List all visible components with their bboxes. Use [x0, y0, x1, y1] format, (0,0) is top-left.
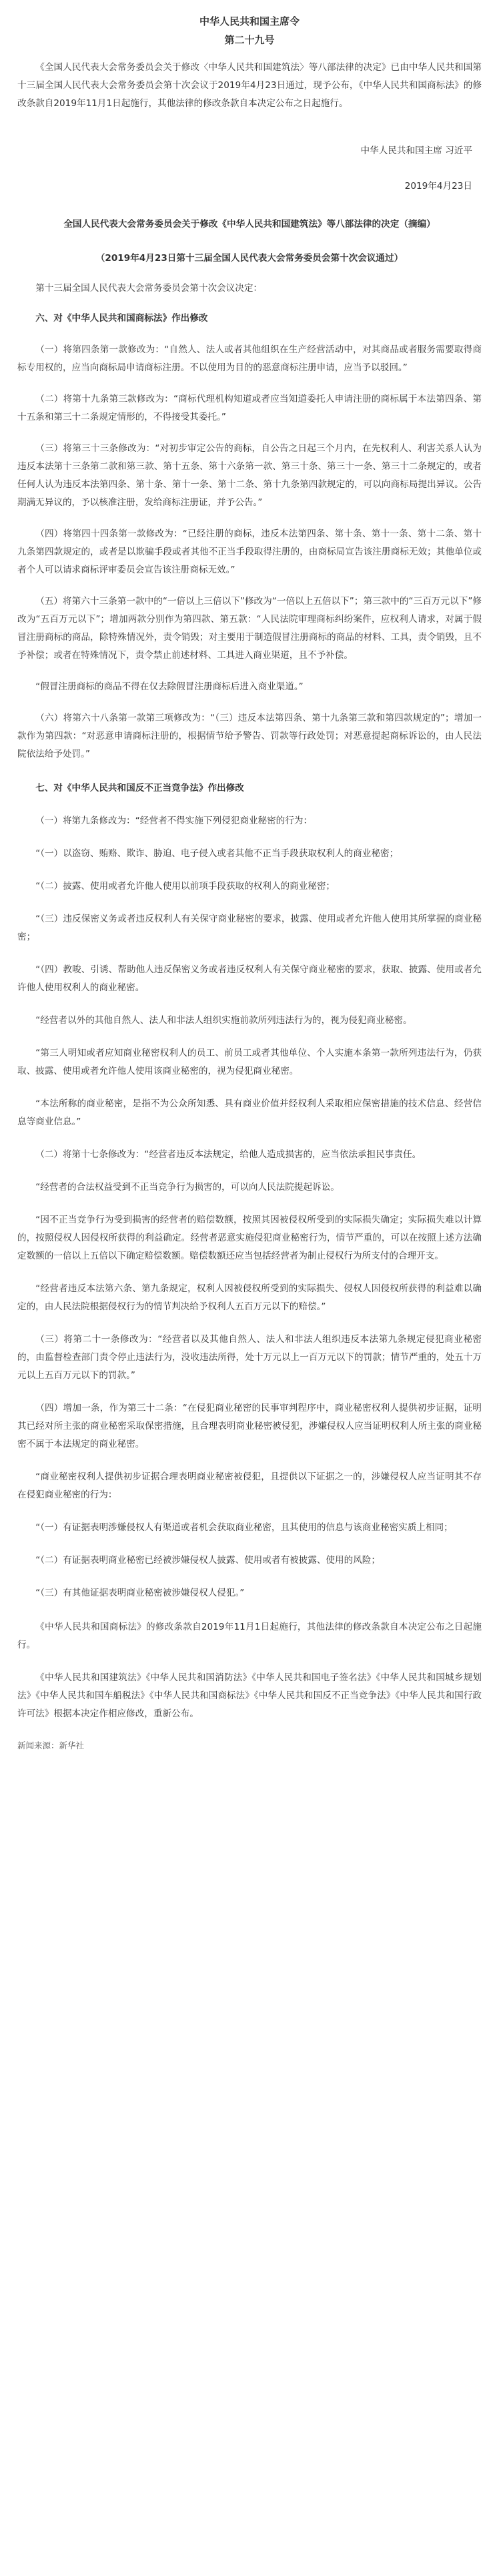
section-7-paragraph: “经营者以外的其他自然人、法人和非法人组织实施前款所列违法行为的，视为侵犯商业秘密。	[35, 1015, 412, 1026]
decision-title: 全国人民代表大会常务委员会关于修改《中华人民共和国建筑法》等八部法律的决定（摘编）	[63, 219, 436, 230]
order-body: 《全国人民代表大会常务委员会关于修改〈中华人民共和国建筑法〉等八部法律的决定》已由中华人民共和国第十三届全国人民代表大会常务委员会第十次会议于2019年4月23日通过，现予公布，《中华人民共和国商标法》的修改条款自2019年11月1日起施行，其他法律的修改条款自本决定公布之日起施行。	[17, 62, 482, 109]
section-7-paragraph: “（二）有证据表明商业秘密已经被涉嫌侵权人披露、使用或者有被披露、使用的风险；	[35, 1555, 380, 1566]
section-7-paragraph: “因不正当竞争行为受到损害的经营者的赔偿数额，按照其因被侵权所受到的实际损失确定；实际损失难以计算的，按照侵权人因侵权所获得的利益确定。经营者恶意实施侵犯商业秘密行为，情节严重的，可以在按照上述方法确定数额的一倍以上五倍以下确定赔偿数额。赔偿数额还应当包括经营者为制止侵权行为所支付的合理开支。	[17, 1215, 482, 1261]
section-6-paragraph: （四）将第四十四条第一款修改为：“已经注册的商标，违反本法第四条、第十条、第十一条、第十二条、第十九条第四款规定的，或者是以欺骗手段或者其他不正当手段取得注册的，由商标局宣告该注册商标无效；其他单位或者个人可以请求商标评审委员会宣告该注册商标无效。”	[17, 529, 482, 575]
section-6-paragraph: （六）将第六十八条第一款第三项修改为：“（三）违反本法第四条、第十九条第三款和第四款规定的”；增加一款作为第四款：“对恶意申请商标注册的，根据情节给予警告、罚款等行政处罚；对恶意提起商标诉讼的，由人民法院依法给予处罚。”	[17, 713, 482, 759]
section-7-paragraph: （二）将第十七条修改为：“经营者违反本法规定，给他人造成损害的，应当依法承担民事责任。	[35, 1149, 422, 1160]
section-7-paragraph: （四）增加一条，作为第三十二条：“在侵犯商业秘密的民事审判程序中，商业秘密权利人提供初步证据，证明其已经对所主张的商业秘密采取保密措施，且合理表明商业秘密被侵犯，涉嫌侵权人应当证明权利人所主张的商业秘密不属于本法规定的商业秘密。	[17, 1403, 482, 1450]
section-7-paragraph: “经营者的合法权益受到不正当竞争行为损害的，可以向人民法院提起诉讼。	[35, 1182, 340, 1193]
section-7-paragraph: “商业秘密权利人提供初步证据合理表明商业秘密被侵犯，且提供以下证据之一的，涉嫌侵权人应当证明其不存在侵犯商业秘密的行为：	[17, 1472, 482, 1500]
section-7-paragraph: “（一）有证据表明涉嫌侵权人有渠道或者机会获取商业秘密，且其使用的信息与该商业秘密实质上相同；	[35, 1522, 453, 1533]
section-6-paragraph: “假冒注册商标的商品不得在仅去除假冒注册商标后进入商业渠道。”	[35, 681, 304, 692]
section-7-paragraph: “经营者违反本法第六条、第九条规定，权利人因被侵权所受到的实际损失、侵权人因侵权所获得的利益难以确定的，由人民法院根据侵权行为的情节判决给予权利人五百万元以下的赔偿。”	[17, 1283, 482, 1312]
section-7-paragraph: “本法所称的商业秘密，是指不为公众所知悉、具有商业价值并经权利人采取相应保密措施的技术信息、经营信息等商业信息。”	[17, 1098, 482, 1127]
section-7-paragraph: “（三）违反保密义务或者违反权利人有关保守商业秘密的要求，披露、使用或者允许他人使用其所掌握的商业秘密；	[17, 914, 482, 942]
section-6-paragraph: （一）将第四条第一款修改为：“自然人、法人或者其他组织在生产经营活动中，对其商品或者服务需要取得商标专用权的，应当向商标局申请商标注册。不以使用为目的的恶意商标注册申请，应当予以驳回。”	[17, 344, 482, 373]
section-6-paragraph: （五）将第六十三条第一款中的“一倍以上三倍以下”修改为“一倍以上五倍以下”；第三款中的“三百万元以下”修改为“五百万元以下”；增加两款分别作为第四款、第五款：“人民法院审理商标纠纷案件，应权利人请求，对属于假冒注册商标的商品，除特殊情况外，责令销毁；对主要用于制造假冒注册商标的商品的材料、工具，责令销毁，且不予补偿；或者在特殊情况下，责令禁止前述材料、工具进入商业渠道，且不予补偿。	[17, 596, 482, 661]
section-6-paragraph: （二）将第十九条第三款修改为：“商标代理机构知道或者应当知道委托人申请注册的商标属于本法第四条、第十五条和第三十二条规定情形的，不得接受其委托。”	[17, 394, 482, 422]
section-7-paragraph: “（二）披露、使用或者允许他人使用以前项手段获取的权利人的商业秘密；	[35, 881, 336, 892]
section-6-paragraph: （三）将第三十三条修改为：“对初步审定公告的商标，自公告之日起三个月内，在先权利人、利害关系人认为违反本法第十三条第二款和第三款、第十五条、第十六条第一款、第三十条、第三十一条、第三十二条规定的，或者任何人认为违反本法第四条、第十条、第十一条、第十二条、第十九条第四款规定的，可以向商标局提出异议。公告期满无异议的，予以核准注册，发给商标注册证，并予公告。”	[17, 443, 482, 508]
adoption-note: （2019年4月23日第十三届全国人民代表大会常务委员会第十次会议通过）	[95, 253, 404, 264]
closing-effective-date: 《中华人民共和国商标法》的修改条款自2019年11月1日起施行，其他法律的修改条款自本决定公布之日起施行。	[17, 1622, 482, 1650]
order-number: 第二十九号	[224, 34, 275, 46]
section-7-paragraph: （一）将第九条修改为：“经营者不得实施下列侵犯商业秘密的行为：	[35, 816, 313, 826]
decision-intro: 第十三届全国人民代表大会常务委员会第十次会议决定：	[35, 283, 263, 294]
section-7-paragraph: “第三人明知或者应知商业秘密权利人的员工、前员工或者其他单位、个人实施本条第一款所列违法行为，仍获取、披露、使用或者允许他人使用该商业秘密的，视为侵犯商业秘密。	[17, 1048, 482, 1076]
signature: 中华人民共和国主席 习近平	[360, 145, 472, 156]
order-title: 中华人民共和国主席令	[199, 15, 300, 27]
news-source: 新闻来源：新华社	[17, 1740, 85, 1750]
section-7-paragraph: “（四）教唆、引诱、帮助他人违反保密义务或者违反权利人有关保守商业秘密的要求，获取、披露、使用或者允许他人使用权利人的商业秘密。	[17, 964, 482, 993]
order-date: 2019年4月23日	[404, 181, 472, 192]
section-7-paragraph: “（三）有其他证据表明商业秘密被涉嫌侵权人侵犯。”	[35, 1588, 245, 1598]
section-7-paragraph: “（一）以盗窃、贿赂、欺诈、胁迫、电子侵入或者其他不正当手段获取权利人的商业秘密；	[35, 848, 399, 859]
closing-republish-note: 《中华人民共和国建筑法》《中华人民共和国消防法》《中华人民共和国电子签名法》《中华人民共和国城乡规划法》《中华人民共和国车船税法》《中华人民共和国商标法》《中华人民共和国反不正当竞争法》《中华人民共和国行政许可法》根据本决定作相应修改，重新公布。	[17, 1672, 482, 1719]
section-6-heading: 六、对《中华人民共和国商标法》作出修改	[35, 313, 208, 324]
section-7-paragraph: （三）将第二十一条修改为：“经营者以及其他自然人、法人和非法人组织违反本法第九条规定侵犯商业秘密的，由监督检查部门责令停止违法行为，没收违法所得，处十万元以上一百万元以下的罚款；情节严重的，处五十万元以上五百万元以下的罚款。”	[17, 1334, 482, 1381]
section-7-heading: 七、对《中华人民共和国反不正当竞争法》作出修改	[35, 783, 244, 793]
